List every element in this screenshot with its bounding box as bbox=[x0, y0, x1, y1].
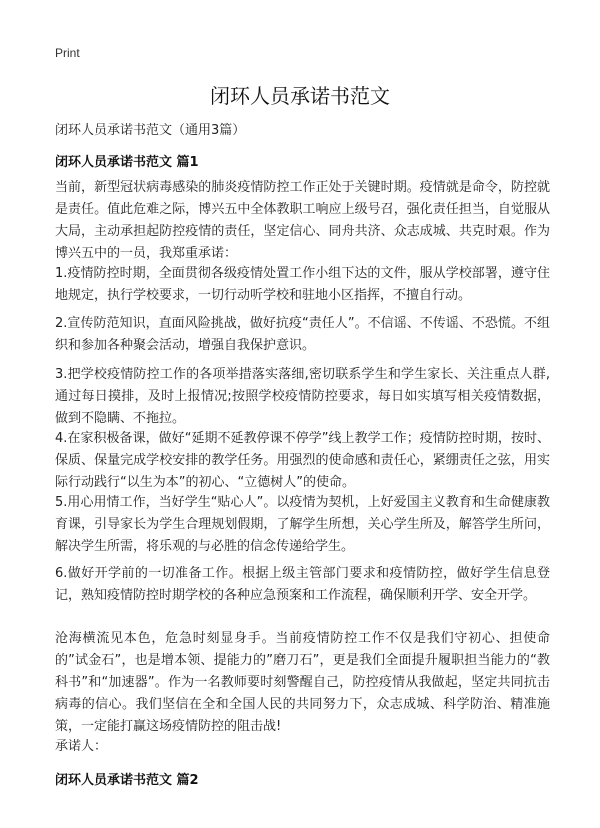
signature-label: 承诺人： bbox=[55, 739, 108, 754]
section-heading-2: 闭环人员承诺书范文 篇2 bbox=[55, 773, 199, 788]
paragraph-item-3: 3.把学校疫情防控工作的各项举措落实落细,密切联系学生和学生家长、关注重点人群,通过每日摸排，及时上报情况;按照学校疫情防控要求，每日如实填写相关疫情数据，做到不隐瞒、不拖拉。 bbox=[55, 367, 550, 426]
paragraph-intro: 当前，新型冠状病毒感染的肺炎疫情防控工作正处于关键时期。疫情就是命令，防控就是责任。值此危难之际，博兴五中全体教职工响应上级号召，强化责任担当，自觉服从大局，主动承担起防控疫情的责任，坚定信心、同舟共济、众志成城、共克时艰。作为博兴五中的一员，我郑重承诺： bbox=[55, 180, 550, 261]
print-link[interactable]: Print bbox=[55, 46, 80, 60]
document-title: 闭环人员承诺书范文 bbox=[210, 84, 390, 108]
paragraph-item-4: 4.在家积极备课，做好“延期不延教停课不停学”线上教学工作；疫情防控时期，按时、保质、保量完成学校安排的教学任务。用强烈的使命感和责任心，紧绷责任之弦，用实际行动践行“以生为本”的初心、“立德树人”的使命。 bbox=[55, 431, 550, 490]
paragraph-item-5: 5.用心用情工作，当好学生“贴心人”。以疫情为契机，上好爱国主义教育和生命健康教育课，引导家长为学生合理规划假期，了解学生所想，关心学生所及，解答学生所问，解决学生所需，将乐观的与必胜的信念传递给学生。 bbox=[55, 495, 550, 554]
paragraph-item-6: 6.做好开学前的一切准备工作。根据上级主管部门要求和疫情防控，做好学生信息登记，熟知疫情防控时期学校的各种应急预案和工作流程，确保顺利开学、安全开学。 bbox=[55, 566, 550, 603]
paragraph-item-2: 2.宣传防范知识，直面风险挑战，做好抗疫“责任人”。不信谣、不传谣、不恐慌。不组织和参加各种聚会活动，增强自我保护意识。 bbox=[55, 316, 550, 353]
section-heading-1: 闭环人员承诺书范文 篇1 bbox=[55, 155, 199, 170]
paragraph-closing: 沧海横流见本色，危急时刻显身手。当前疫情防控工作不仅是我们守初心、担使命的”试金石”，也是增本领、提能力的”磨刀石”，更是我们全面提升履职担当能力的“教科书”和“加速器”。作为一名教师要时刻警醒自己，防控疫情从我做起，坚定共同抗击病毒的信心。我们坚信在全和全国人民的共同努力下，众志成城、科学防治、精准施策，一定能打赢这场疫情防控的阻击战! bbox=[55, 631, 550, 734]
paragraph-item-1: 1.疫情防控时期，全面贯彻各级疫情处置工作小组下达的文件，服从学校部署，遵守住地规定，执行学校要求，一切行动听学校和驻地小区指挥，不擅自行动。 bbox=[55, 266, 550, 303]
document-subtitle: 闭环人员承诺书范文（通用3篇） bbox=[55, 123, 246, 138]
